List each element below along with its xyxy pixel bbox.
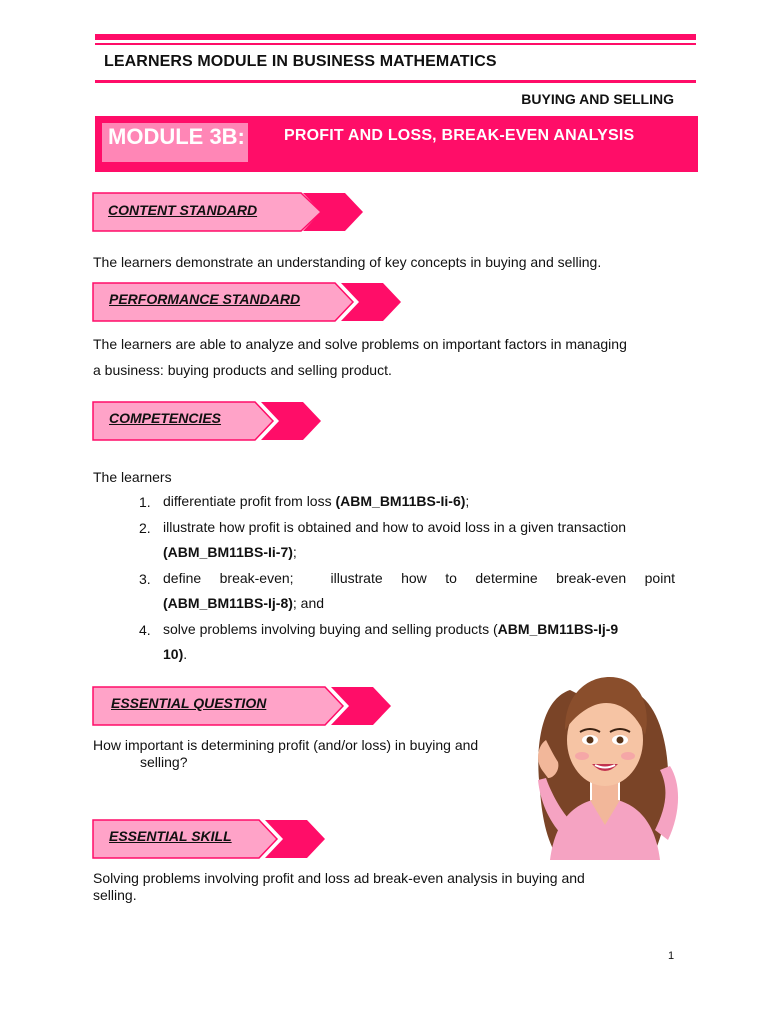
header-top-rule — [95, 34, 696, 40]
competencies-tag — [93, 402, 321, 442]
list-number: 3. — [139, 571, 151, 587]
essential-question-line1: How important is determining profit (and/or loss) in buying and — [93, 737, 479, 753]
header-bottom-rule — [95, 80, 696, 83]
module-title: PROFIT AND LOSS, BREAK-EVEN ANALYSIS — [284, 127, 635, 144]
list-item: illustrate how profit is obtained and how to avoid loss in a given transaction (ABM_BM11BS-Ii-7); — [163, 519, 627, 560]
module-label: MODULE 3B: — [102, 123, 248, 162]
list-item: differentiate profit from loss (ABM_BM11BS-Ii-6); — [163, 493, 470, 509]
essential-skill-tag — [93, 820, 325, 860]
header-top-thin-rule — [95, 43, 696, 45]
list-item: solve problems involving buying and selling products (ABM_BM11BS-Ij-9 10). — [163, 621, 619, 662]
performance-standard-line2: a business: buying products and selling product. — [93, 362, 392, 378]
page-number: 1 — [668, 950, 675, 962]
teacher-avatar-icon — [520, 660, 680, 865]
essential-question-heading: ESSENTIAL QUESTION — [111, 695, 267, 711]
content-standard-tag — [93, 193, 363, 233]
performance-standard-line1: The learners are able to analyze and solve problems on important factors in managing — [93, 336, 627, 352]
list-number: 1. — [139, 494, 151, 510]
essential-question-line2: selling? — [140, 754, 188, 770]
performance-standard-heading: PERFORMANCE STANDARD — [109, 291, 301, 307]
performance-standard-tag — [93, 283, 401, 323]
list-number: 4. — [139, 622, 151, 638]
subtopic-title: BUYING AND SELLING — [521, 91, 674, 107]
essential-skill-line2: selling. — [93, 887, 137, 903]
content-standard-heading: CONTENT STANDARD — [108, 202, 258, 218]
competencies-heading: COMPETENCIES — [109, 410, 222, 426]
essential-question-tag — [93, 687, 391, 727]
teacher-avatar-icon — [520, 660, 680, 865]
content-standard-text: The learners demonstrate an understanding of key concepts in buying and selling. — [93, 254, 602, 270]
list-item: define break-even; illustrate how to determine break-even point (ABM_BM11BS-Ij-8); and — [163, 570, 675, 611]
document-title: LEARNERS MODULE IN BUSINESS MATHEMATICS — [104, 53, 497, 70]
competencies-intro: The learners — [93, 469, 172, 485]
list-number: 2. — [139, 520, 151, 536]
essential-skill-line1: Solving problems involving profit and loss ad break-even analysis in buying and — [93, 870, 585, 886]
essential-skill-heading: ESSENTIAL SKILL — [109, 828, 232, 844]
